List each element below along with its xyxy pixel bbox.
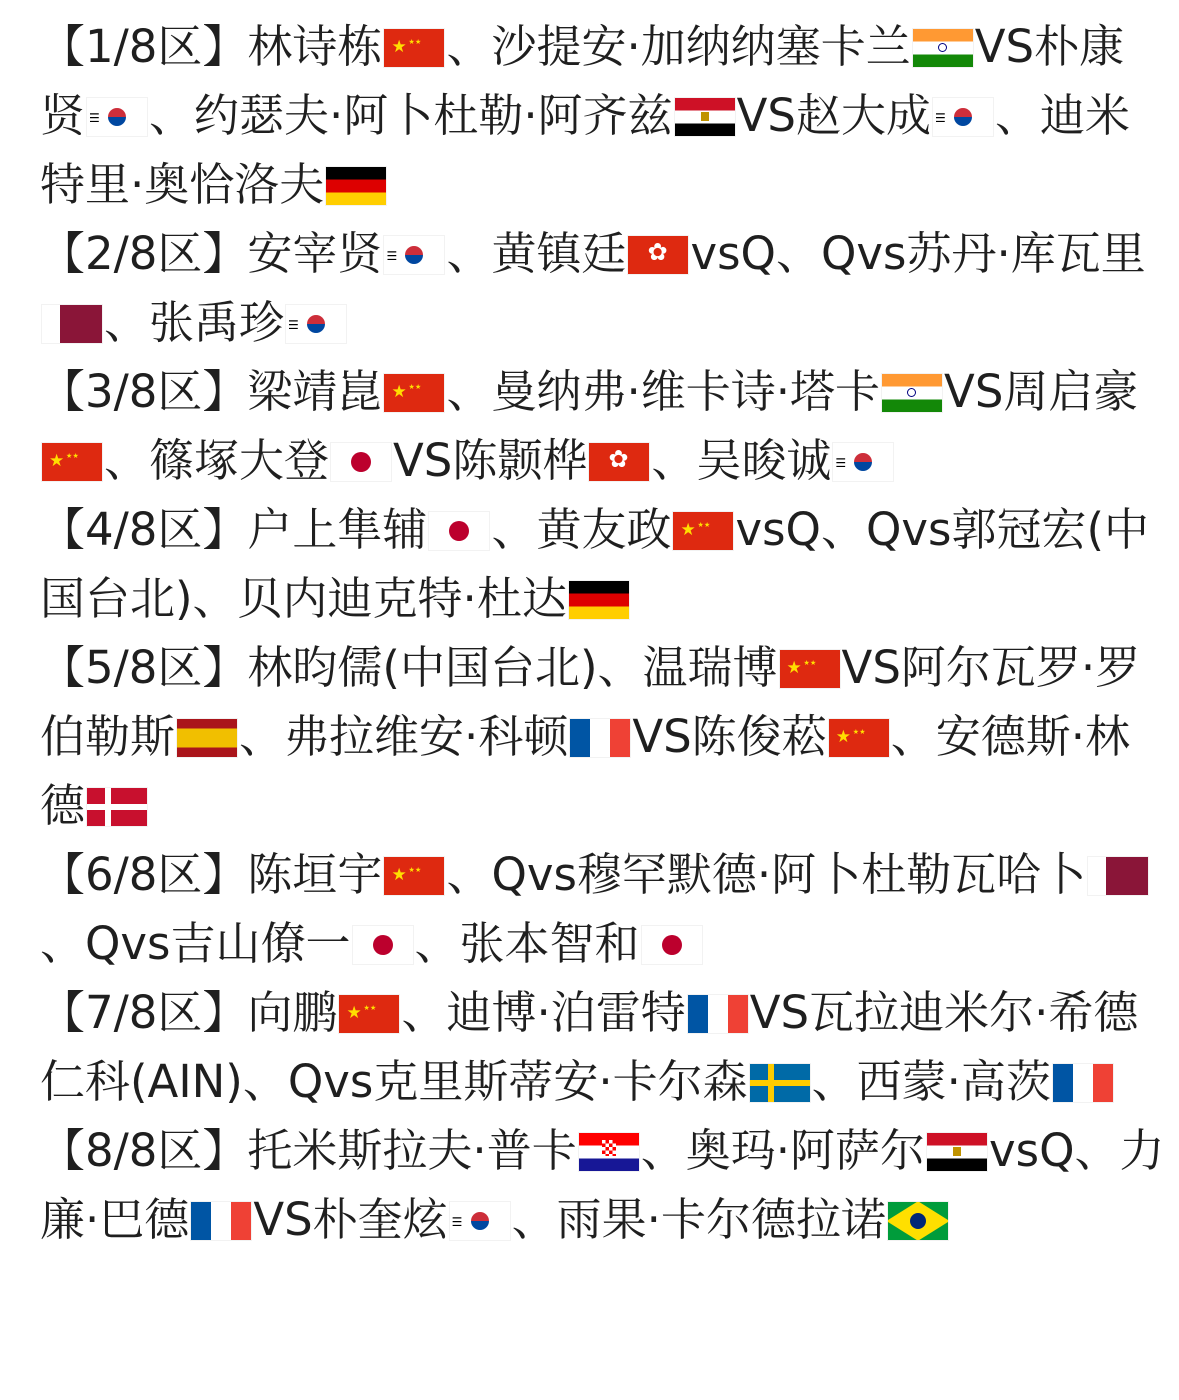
hk-flag-icon [589,443,649,481]
cn-flag-icon [384,29,444,67]
section-text: 【8/8区】托米斯拉夫·普卡 [40,1124,577,1177]
jp-flag-icon [642,926,702,964]
section-text: 【4/8区】户上隼辅 [40,503,428,556]
cn-flag-icon [384,374,444,412]
kr-flag-icon [833,443,893,481]
fr-flag-icon [1053,1064,1113,1102]
bracket-section-3 [40,357,1169,495]
section-text: 、张禹珍 [104,296,285,349]
section-text: vsQ、力廉·巴德 [40,1124,1165,1246]
section-text: 【5/8区】林昀儒(中国台北)、温瑞博 [40,641,778,694]
kr-flag-icon [87,98,147,136]
section-text: 、迪米特里·奥恰洛夫 [40,89,1130,211]
qa-flag-icon [42,305,102,343]
eg-flag-icon [675,98,735,136]
section-text: 【7/8区】向鹏 [40,986,338,1039]
section-text: 、张本智和 [414,917,640,970]
fr-flag-icon [570,719,630,757]
jp-flag-icon [331,443,391,481]
cn-flag-icon [339,995,399,1033]
kr-flag-icon [450,1202,510,1240]
section-text: VS阿尔瓦罗·罗伯勒斯 [40,641,1141,763]
section-text: 、弗拉维安·科顿 [239,710,569,763]
fr-flag-icon [191,1202,251,1240]
section-text: 、雨果·卡尔德拉诺 [511,1193,886,1246]
cn-flag-icon [829,719,889,757]
de-flag-icon [326,167,386,205]
section-text: VS瓦拉迪米尔·希德仁科(AIN)、Qvs克里斯蒂安·卡尔森 [40,986,1139,1108]
fr-flag-icon [688,995,748,1033]
section-text: VS陈俊菘 [632,710,827,763]
bracket-section-5 [40,633,1169,840]
bracket-section-4 [40,495,1169,633]
section-text: VS周启豪 [944,365,1139,418]
bracket-section-8 [40,1116,1169,1254]
se-flag-icon [750,1064,810,1102]
section-text: VS朴奎炫 [253,1193,448,1246]
section-text: VS赵大成 [736,89,931,142]
section-text: vsQ、Qvs苏丹·库瓦里 [690,227,1146,280]
section-text: 、黄友政 [491,503,672,556]
section-text: 、篠塚大登 [104,434,330,487]
cn-flag-icon [42,443,102,481]
section-text: 、奥玛·阿萨尔 [640,1124,926,1177]
jp-flag-icon [353,926,413,964]
section-text: 、Qvs穆罕默德·阿卜杜勒瓦哈卜 [446,848,1087,901]
in-flag-icon [913,29,973,67]
hr-flag-icon [579,1133,639,1171]
section-text: 、约瑟夫·阿卜杜勒·阿齐兹 [149,89,673,142]
section-text: VS朴康贤 [40,20,1125,142]
section-text: 【1/8区】林诗栋 [40,20,383,73]
section-text: 【6/8区】陈垣宇 [40,848,383,901]
section-text: 、曼纳弗·维卡诗·塔卡 [446,365,881,418]
bracket-section-6 [40,840,1169,978]
qa-flag-icon [1088,857,1148,895]
section-text: 、沙提安·加纳纳塞卡兰 [446,20,911,73]
bracket-section-2 [40,219,1169,357]
kr-flag-icon [384,236,444,274]
eg-flag-icon [927,1133,987,1171]
jp-flag-icon [429,512,489,550]
section-text: 【2/8区】安宰贤 [40,227,383,280]
cn-flag-icon [384,857,444,895]
section-text: vsQ、Qvs郭冠宏(中国台北)、贝内迪克特·杜达 [40,503,1150,625]
cn-flag-icon [780,650,840,688]
section-text: 、黄镇廷 [446,227,627,280]
in-flag-icon [882,374,942,412]
cn-flag-icon [673,512,733,550]
section-text: 、迪博·泊雷特 [401,986,686,1039]
hk-flag-icon [628,236,688,274]
br-flag-icon [888,1202,948,1240]
dk-flag-icon [87,788,147,826]
section-text: 、吴晙诚 [651,434,832,487]
de-flag-icon [569,581,629,619]
section-text: VS陈颢桦 [393,434,588,487]
bracket-section-7 [40,978,1169,1116]
kr-flag-icon [286,305,346,343]
es-flag-icon [177,719,237,757]
section-text: 、Qvs吉山僚一 [40,917,351,970]
bracket-section-1 [40,12,1169,219]
section-text: 、西蒙·高茨 [811,1055,1051,1108]
section-text: 【3/8区】梁靖崑 [40,365,383,418]
kr-flag-icon [933,98,993,136]
section-text: 、安德斯·林德 [40,710,1130,832]
